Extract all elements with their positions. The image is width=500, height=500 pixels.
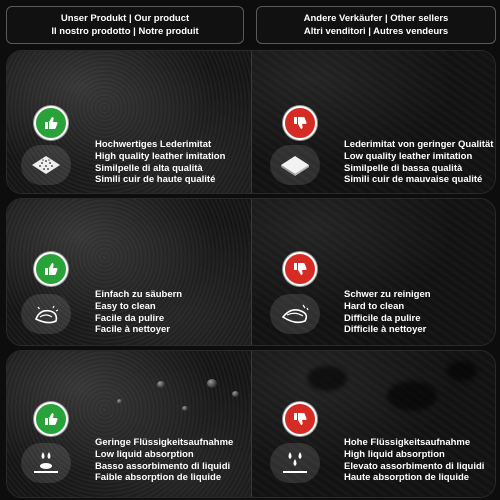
our-product-header-line1: Unser Produkt | Our product xyxy=(60,13,190,24)
our-cleaning-text xyxy=(95,289,182,336)
other-sellers-header-line2: Altri venditori | Autres vendeurs xyxy=(303,26,449,37)
cleaning-cloth-icon xyxy=(270,294,320,334)
other-cleaning-fr: Difficile à nettoyer xyxy=(344,324,427,336)
water-bead xyxy=(207,379,217,388)
water-drops-icon xyxy=(21,443,71,483)
other-absorption-fr: Haute absorption de liquide xyxy=(344,472,470,484)
comparison-panel-cleaning xyxy=(6,198,496,346)
our-quality-text xyxy=(95,139,225,186)
other-cleaning-it: Difficile da pulire xyxy=(344,312,421,324)
other-cleaning-text xyxy=(344,289,431,336)
other-sellers-header-line1: Andere Verkäufer | Other sellers xyxy=(303,13,449,24)
other-cleaning-de: Schwer zu reinigen xyxy=(344,289,431,300)
our-quality-en: High quality leather imitation xyxy=(95,150,226,162)
panel-divider xyxy=(251,351,252,497)
thumbs-down-icon xyxy=(283,106,317,140)
plain-square-icon xyxy=(270,145,320,185)
our-absorption-it: Basso assorbimento di liquidi xyxy=(95,460,231,472)
our-quality-it: Similpelle di alta qualità xyxy=(95,162,203,174)
other-quality-fr: Simili cuir de mauvaise qualité xyxy=(344,174,483,186)
other-sellers-header xyxy=(256,6,496,44)
liquid-stain xyxy=(447,361,477,381)
other-absorption-en: High liquid absorption xyxy=(344,448,445,460)
our-quality-de: Hochwertiges Lederimitat xyxy=(95,139,212,150)
liquid-stain xyxy=(307,366,347,391)
other-quality-text xyxy=(344,139,493,186)
panel-divider xyxy=(251,199,252,345)
thumbs-up-icon xyxy=(34,252,68,286)
our-quality-fr: Simili cuir de haute qualité xyxy=(95,174,216,186)
our-cleaning-de: Einfach zu säubern xyxy=(95,289,183,300)
thumbs-down-icon xyxy=(283,402,317,436)
water-bead xyxy=(182,406,188,411)
other-absorption-de: Hohe Flüssigkeitsaufnahme xyxy=(344,437,471,448)
other-quality-de: Lederimitat von geringer Qualität xyxy=(344,139,494,150)
thumbs-up-icon xyxy=(34,106,68,140)
panel-divider xyxy=(251,51,252,193)
our-cleaning-fr: Facile à nettoyer xyxy=(95,324,170,336)
our-product-header xyxy=(6,6,244,44)
textured-square-icon xyxy=(21,145,71,185)
our-cleaning-en: Easy to clean xyxy=(95,300,156,312)
cleaning-cloth-icon xyxy=(21,294,71,334)
other-absorption-it: Elevato assorbimento di liquidi xyxy=(344,460,485,472)
comparison-panel-quality xyxy=(6,50,496,194)
water-bead xyxy=(157,381,165,388)
our-product-header-line2: Il nostro prodotto | Notre produit xyxy=(51,26,199,37)
thumbs-down-icon xyxy=(283,252,317,286)
other-quality-en: Low quality leather imitation xyxy=(344,150,473,162)
our-absorption-de: Geringe Flüssigkeitsaufnahme xyxy=(95,437,234,448)
other-absorption-text xyxy=(344,437,484,484)
comparison-panel-absorption xyxy=(6,350,496,498)
liquid-stain xyxy=(387,381,437,411)
our-absorption-en: Low liquid absorption xyxy=(95,448,194,460)
water-bead xyxy=(232,391,239,397)
other-cleaning-en: Hard to clean xyxy=(344,300,405,312)
water-drops-icon xyxy=(270,443,320,483)
our-cleaning-it: Facile da pulire xyxy=(95,312,165,324)
other-quality-it: Similpelle di bassa qualità xyxy=(344,162,463,174)
our-absorption-text xyxy=(95,437,233,484)
our-absorption-fr: Faible absorption de liquide xyxy=(95,472,222,484)
water-bead xyxy=(117,399,122,404)
thumbs-up-icon xyxy=(34,402,68,436)
